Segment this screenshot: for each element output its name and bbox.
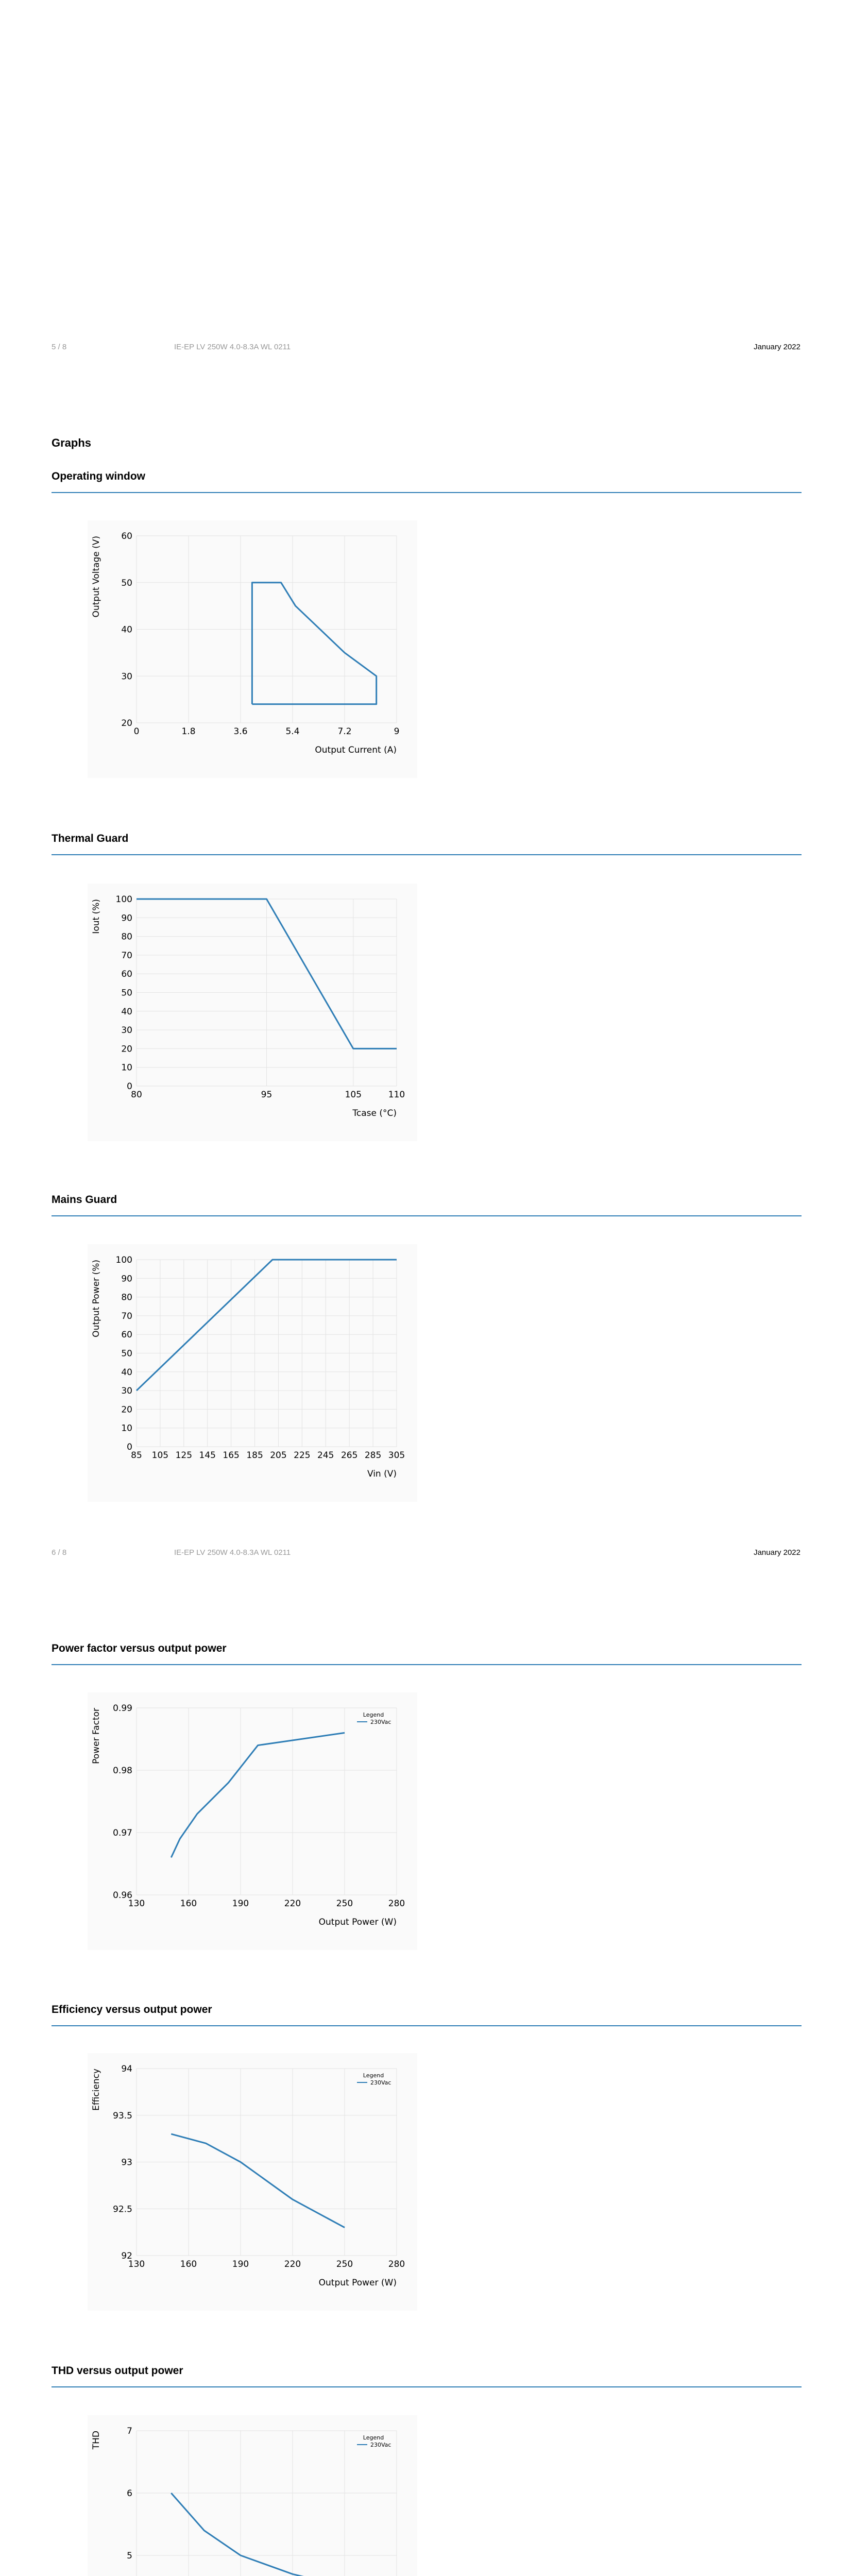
x-tick-label: 85 (131, 1450, 142, 1461)
section-divider (52, 2386, 802, 2387)
series-line (171, 2134, 345, 2228)
y-tick-label: 30 (121, 671, 132, 682)
x-tick-label: 1.8 (181, 726, 196, 737)
legend-title: Legend (363, 1711, 384, 1718)
y-tick-label: 93 (121, 2157, 132, 2168)
chart-svg (88, 1244, 417, 1502)
y-tick-label: 50 (121, 1348, 132, 1359)
x-tick-label: 130 (128, 2259, 145, 2269)
chart-heading-thermal-guard: Thermal Guard (52, 833, 129, 844)
document-date: January 2022 (754, 343, 800, 351)
y-tick-label: 20 (121, 1044, 132, 1055)
x-axis-label: Tcase (°C) (352, 1108, 397, 1118)
chart-heading-operating-window: Operating window (52, 470, 145, 482)
legend-entry: 230Vac (370, 2442, 391, 2448)
y-tick-label: 92.5 (113, 2204, 132, 2215)
x-tick-label: 130 (128, 1899, 145, 1909)
y-tick-label: 30 (121, 1025, 132, 1036)
series-line (137, 1260, 397, 1391)
chart-thd (88, 2415, 417, 2576)
y-tick-label: 92 (121, 2251, 132, 2261)
y-axis-label: Iout (%) (91, 899, 101, 934)
legend-title: Legend (363, 2434, 384, 2441)
x-tick-label: 145 (199, 1450, 216, 1461)
chart-heading-power-factor: Power factor versus output power (52, 1642, 227, 1654)
y-tick-label: 80 (121, 931, 132, 942)
y-tick-label: 0 (127, 1442, 132, 1452)
section-divider (52, 1664, 802, 1665)
y-tick-label: 60 (121, 1330, 132, 1341)
y-tick-label: 0.99 (113, 1703, 132, 1714)
y-tick-label: 94 (121, 2064, 132, 2074)
x-tick-label: 305 (388, 1450, 405, 1461)
x-tick-label: 9 (394, 726, 400, 737)
x-tick-label: 190 (232, 1899, 249, 1909)
x-axis-label: Output Power (W) (318, 2278, 397, 2288)
y-tick-label: 40 (121, 1006, 132, 1017)
x-tick-label: 3.6 (233, 726, 248, 737)
y-tick-label: 6 (127, 2488, 132, 2499)
document-id: IE-EP LV 250W 4.0-8.3A WL 0211 (174, 1548, 291, 1557)
y-axis-label: Output Power (%) (91, 1260, 101, 1337)
x-axis-label: Vin (V) (367, 1469, 397, 1479)
y-tick-label: 5 (127, 2551, 132, 2561)
section-divider (52, 2025, 802, 2026)
x-axis-label: Output Current (A) (315, 745, 397, 755)
chart-svg (88, 2053, 417, 2311)
y-tick-label: 90 (121, 1274, 132, 1284)
y-tick-label: 7 (127, 2426, 132, 2436)
y-tick-label: 0.98 (113, 1766, 132, 1776)
x-tick-label: 245 (317, 1450, 334, 1461)
chart-heading-mains-guard: Mains Guard (52, 1194, 117, 1206)
x-tick-label: 80 (131, 1090, 142, 1100)
x-tick-label: 190 (232, 2259, 249, 2269)
chart-heading-thd: THD versus output power (52, 2365, 183, 2377)
x-tick-label: 280 (388, 1899, 405, 1909)
y-tick-label: 20 (121, 1404, 132, 1415)
y-tick-label: 60 (121, 969, 132, 980)
y-tick-label: 20 (121, 718, 132, 728)
y-tick-label: 40 (121, 624, 132, 635)
chart-operating-window (88, 520, 417, 778)
y-axis-label: THD (91, 2431, 101, 2450)
x-tick-label: 250 (336, 1899, 353, 1909)
section-title: Graphs (52, 436, 92, 449)
section-divider (52, 1215, 802, 1216)
x-tick-label: 225 (294, 1450, 311, 1461)
chart-power-factor (88, 1692, 417, 1950)
page-number: 6 / 8 (52, 1548, 67, 1557)
page-number: 5 / 8 (52, 343, 67, 351)
legend-entry: 230Vac (370, 1719, 391, 1725)
chart-svg (88, 2415, 417, 2576)
y-axis-label: Output Voltage (V) (91, 536, 101, 618)
document-date: January 2022 (754, 1548, 800, 1557)
chart-mains-guard (88, 1244, 417, 1502)
y-tick-label: 0.97 (113, 1828, 132, 1838)
y-tick-label: 80 (121, 1292, 132, 1303)
chart-thermal-guard (88, 884, 417, 1141)
x-tick-label: 285 (364, 1450, 382, 1461)
legend-entry: 230Vac (370, 2079, 391, 2086)
y-tick-label: 90 (121, 913, 132, 924)
y-tick-label: 70 (121, 1311, 132, 1321)
series-line (171, 2493, 345, 2576)
x-axis-label: Output Power (W) (318, 1917, 397, 1927)
section-divider (52, 492, 802, 493)
y-tick-label: 40 (121, 1367, 132, 1378)
y-tick-label: 30 (121, 1386, 132, 1397)
y-tick-label: 50 (121, 578, 132, 588)
x-tick-label: 7.2 (337, 726, 352, 737)
x-tick-label: 160 (180, 1899, 197, 1909)
x-tick-label: 205 (270, 1450, 287, 1461)
y-tick-label: 70 (121, 950, 132, 961)
x-tick-label: 105 (345, 1090, 362, 1100)
chart-svg (88, 520, 417, 778)
y-tick-label: 100 (115, 1255, 132, 1265)
y-axis-label: Efficiency (91, 2069, 101, 2111)
chart-svg (88, 1692, 417, 1950)
chart-heading-efficiency: Efficiency versus output power (52, 2004, 212, 2015)
x-tick-label: 125 (175, 1450, 193, 1461)
x-tick-label: 220 (284, 1899, 301, 1909)
y-tick-label: 100 (115, 894, 132, 905)
document-id: IE-EP LV 250W 4.0-8.3A WL 0211 (174, 343, 291, 351)
y-axis-label: Power Factor (91, 1708, 101, 1764)
series-line (171, 1733, 345, 1857)
x-tick-label: 95 (261, 1090, 272, 1100)
x-tick-label: 265 (340, 1450, 358, 1461)
y-tick-label: 10 (121, 1423, 132, 1434)
y-tick-label: 60 (121, 531, 132, 541)
y-tick-label: 0.96 (113, 1890, 132, 1901)
section-divider (52, 854, 802, 855)
chart-svg (88, 884, 417, 1141)
x-tick-label: 250 (336, 2259, 353, 2269)
legend-title: Legend (363, 2072, 384, 2079)
x-tick-label: 160 (180, 2259, 197, 2269)
y-tick-label: 93.5 (113, 2110, 132, 2121)
y-tick-label: 0 (127, 1081, 132, 1092)
chart-efficiency (88, 2053, 417, 2311)
x-tick-label: 105 (151, 1450, 169, 1461)
x-tick-label: 185 (246, 1450, 263, 1461)
x-tick-label: 220 (284, 2259, 301, 2269)
x-tick-label: 5.4 (285, 726, 300, 737)
x-tick-label: 165 (223, 1450, 240, 1461)
x-tick-label: 0 (133, 726, 140, 737)
y-tick-label: 50 (121, 988, 132, 998)
y-tick-label: 10 (121, 1062, 132, 1073)
x-tick-label: 280 (388, 2259, 405, 2269)
x-tick-label: 110 (388, 1090, 405, 1100)
series-line (252, 583, 376, 704)
